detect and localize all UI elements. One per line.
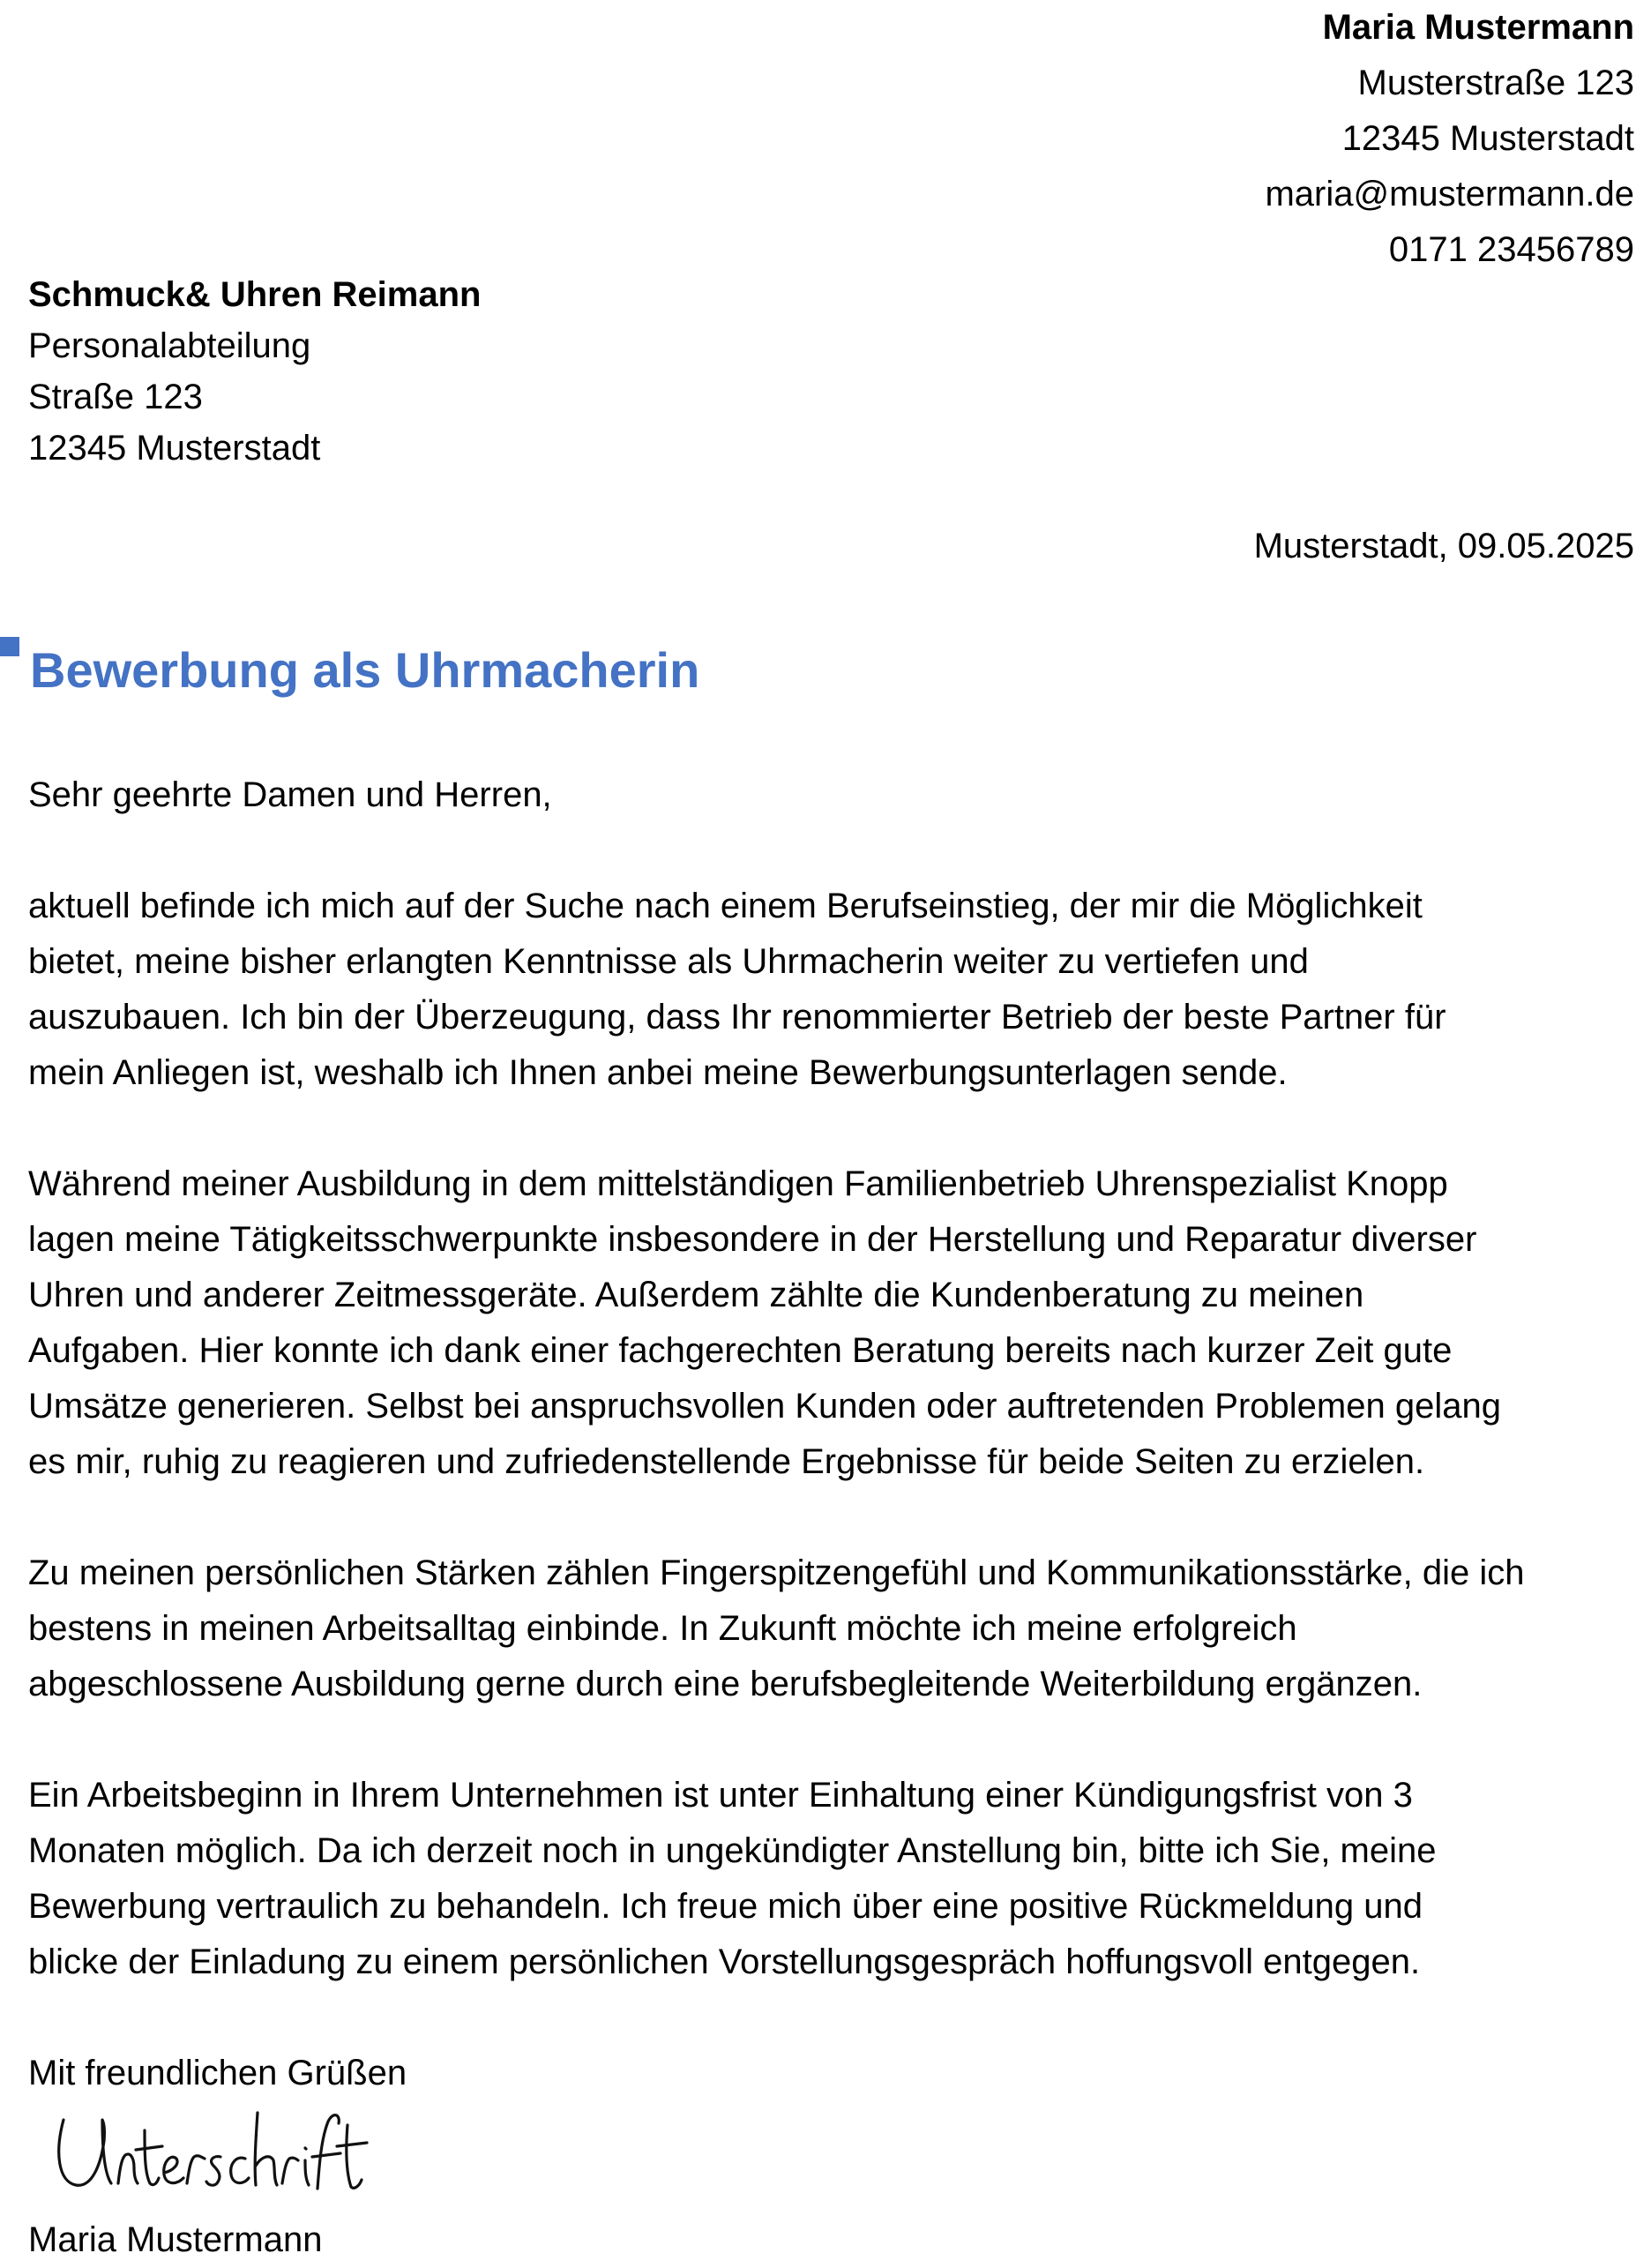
letter-subject: Bewerbung als Uhrmacherin [30,642,700,698]
body-paragraph-4 [28,1768,1633,1990]
sender-phone: 0171 23456789 [1388,230,1634,269]
body-paragraph-1 [28,879,1633,1101]
paragraph-line: Während meiner Ausbildung in dem mittelständigen Familienbetrieb Uhrenspezialist Knopp [28,1164,1448,1203]
paragraph-line: lagen meine Tätigkeitsschwerpunkte insbesondere in der Herstellung und Reparatur diverser [28,1220,1477,1259]
letter-date: Musterstadt, 09.05.2025 [1253,527,1634,565]
recipient-address-block [28,269,481,474]
paragraph-line: auszubauen. Ich bin der Überzeugung, dass Ihr renommierter Betrieb der beste Partner für [28,998,1446,1037]
sender-street: Musterstraße 123 [1357,64,1634,102]
body-paragraph-2 [28,1156,1633,1490]
handwritten-signature [53,2104,370,2201]
sender-address-block [1265,0,1634,278]
paragraph-line: Monaten möglich. Da ich derzeit noch in ungekündigter Anstellung bin, bitte ich Sie, meine [28,1831,1437,1870]
paragraph-line: Umsätze generieren. Selbst bei anspruchsvollen Kunden oder auftretenden Problemen gelang [28,1387,1501,1426]
paragraph-line: Ein Arbeitsbeginn in Ihrem Unternehmen ist unter Einhaltung einer Kündigungsfrist von 3 [28,1776,1413,1815]
recipient-street: Straße 123 [28,378,203,416]
subject-marker-square [0,637,19,656]
paragraph-line: abgeschlossene Ausbildung gerne durch eine berufsbegleitende Weiterbildung ergänzen. [28,1665,1423,1703]
paragraph-line: aktuell befinde ich mich auf der Suche nach einem Berufseinstieg, der mir die Möglichkeit [28,887,1423,925]
sender-email: maria@mustermann.de [1265,175,1634,213]
paragraph-line: bietet, meine bisher erlangten Kenntnisse als Uhrmacherin weiter zu vertiefen und [28,942,1309,981]
sender-city: 12345 Musterstadt [1341,119,1634,158]
body-paragraph-3 [28,1546,1633,1712]
paragraph-line: Uhren und anderer Zeitmessgeräte. Außerdem zählte die Kundenberatung zu meinen [28,1276,1364,1314]
paragraph-line: Zu meinen persönlichen Stärken zählen Fingerspitzengefühl und Kommunikationsstärke, die ich [28,1553,1525,1592]
signer-name: Maria Mustermann [28,2220,323,2259]
paragraph-line: Bewerbung vertraulich zu behandeln. Ich freue mich über eine positive Rückmeldung und [28,1887,1423,1926]
paragraph-line: blicke der Einladung zu einem persönlichen Vorstellungsgespräch hoffungsvoll entgegen. [28,1942,1421,1981]
paragraph-line: bestens in meinen Arbeitsalltag einbinde. In Zukunft möchte ich meine erfolgreich [28,1609,1297,1648]
paragraph-line: mein Anliegen ist, weshalb ich Ihnen anbei meine Bewerbungsunterlagen sende. [28,1053,1288,1092]
paragraph-line: Aufgaben. Hier konnte ich dank einer fachgerechten Beratung bereits nach kurzer Zeit gute [28,1331,1453,1370]
recipient-company: Schmuck& Uhren Reimann [28,275,482,314]
closing-phrase: Mit freundlichen Grüßen [28,2054,407,2092]
salutation: Sehr geehrte Damen und Herren, [28,775,552,814]
sender-name: Maria Mustermann [1322,8,1634,47]
recipient-city: 12345 Musterstadt [28,429,321,468]
recipient-department: Personalabteilung [28,326,311,365]
paragraph-line: es mir, ruhig zu reagieren und zufriedenstellende Ergebnisse für beide Seiten zu erzielen. [28,1442,1425,1481]
